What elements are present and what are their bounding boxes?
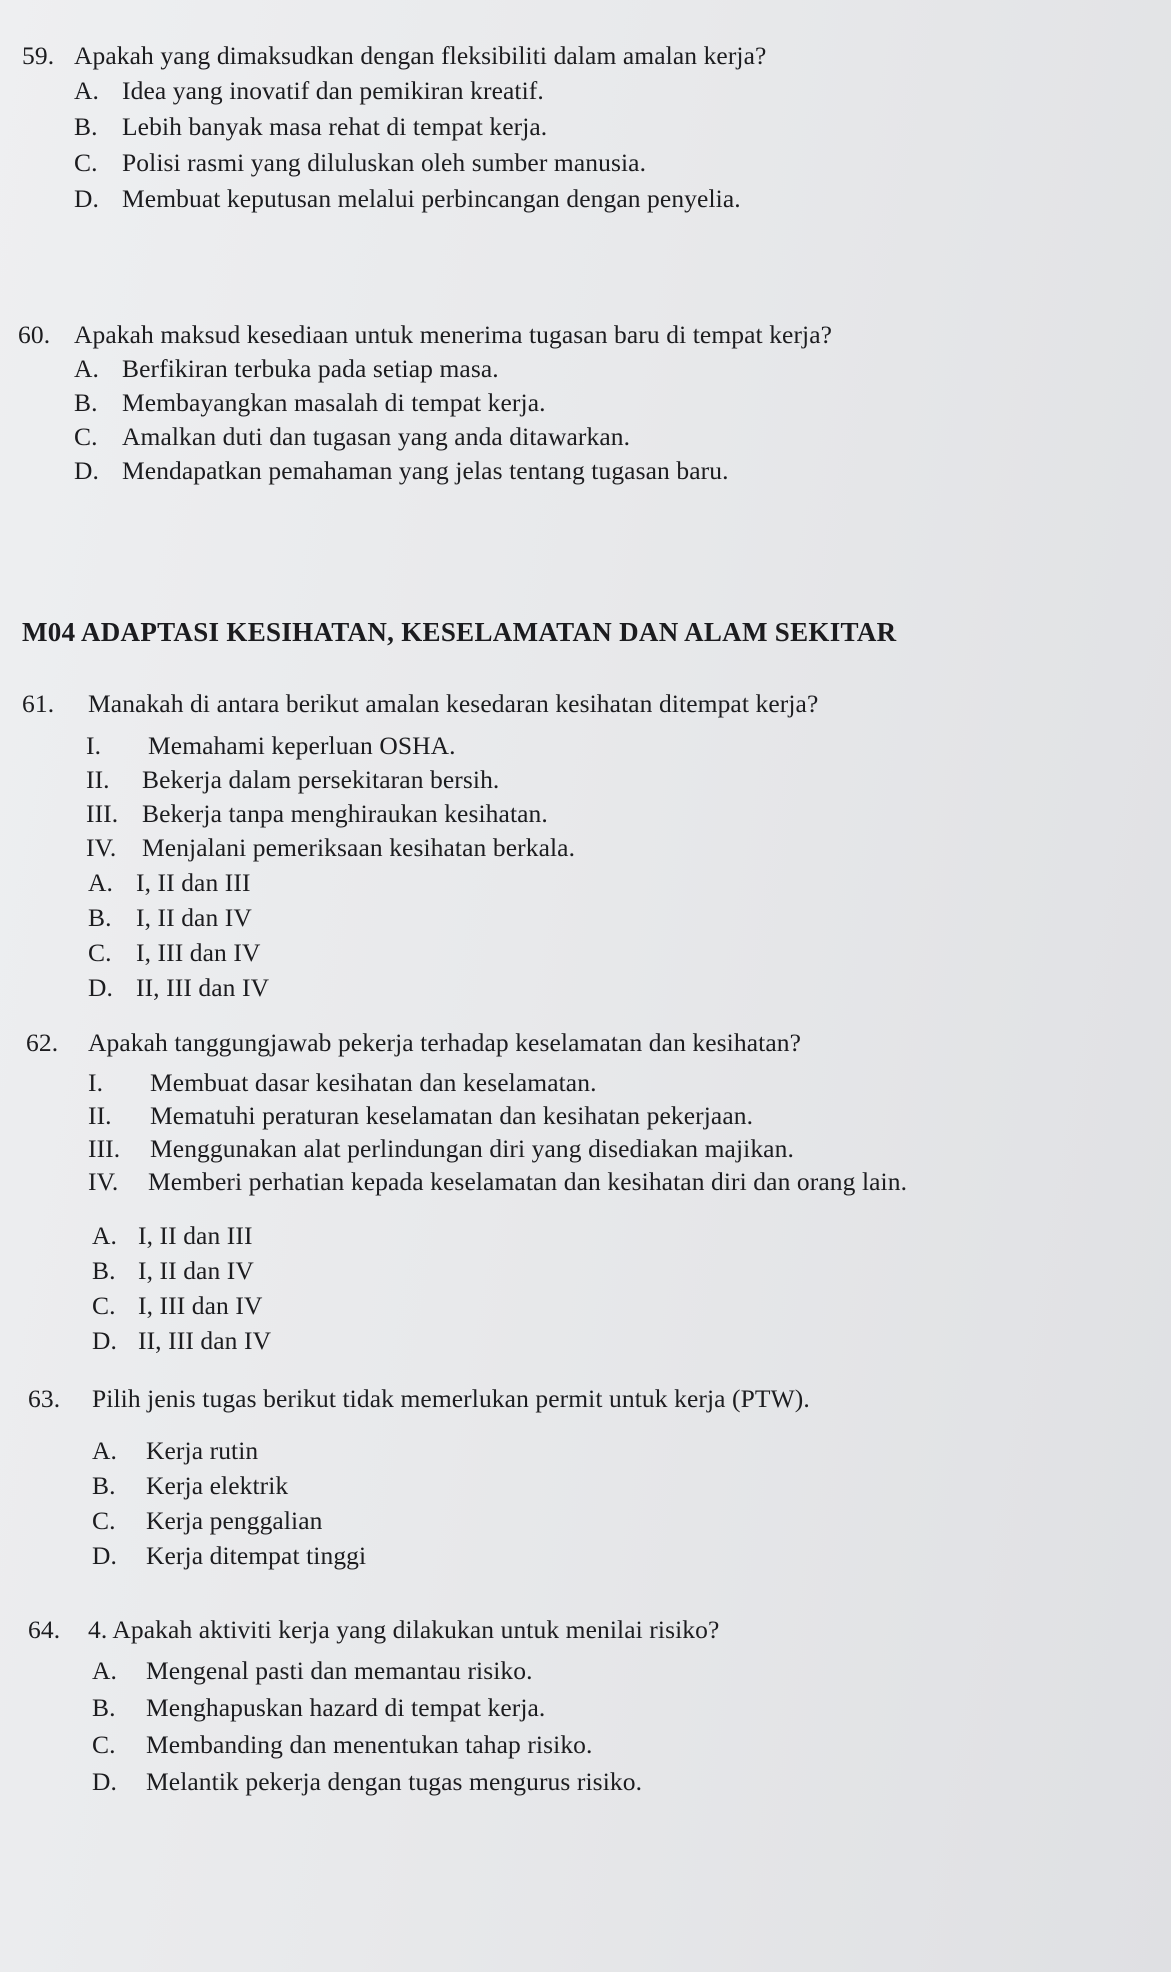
option-letter: C. [92,1506,116,1535]
statement-text: Mematuhi peraturan keselamatan dan kesihatan pekerjaan. [150,1101,754,1130]
statement-i [86,731,456,761]
statement-ii [86,765,499,795]
option-text: Kerja rutin [146,1436,259,1465]
option-d [74,184,741,214]
option-text: Menghapuskan hazard di tempat kerja. [146,1693,546,1722]
option-letter: C. [92,1730,116,1759]
question-60 [18,320,832,350]
option-b [92,1471,288,1501]
option-b [74,112,547,142]
option-d [92,1767,642,1797]
option-letter: D. [74,184,99,213]
question-text: 4. Apakah aktiviti kerja yang dilakukan untuk menilai risiko? [88,1615,720,1644]
question-number: 59. [22,41,55,70]
option-letter: D. [92,1541,117,1570]
option-d [88,973,269,1003]
question-59 [22,41,766,71]
statement-numeral: II. [88,1101,112,1130]
option-text: Membanding dan menentukan tahap risiko. [146,1730,593,1759]
statement-text: Menggunakan alat perlindungan diri yang disediakan majikan. [150,1134,794,1163]
statement-i [88,1068,597,1098]
option-a [92,1436,258,1466]
option-text: Membayangkan masalah di tempat kerja. [122,388,546,417]
statement-text: Memberi perhatian kepada keselamatan dan kesihatan diri dan orang lain. [148,1167,908,1196]
statement-text: Menjalani pemeriksaan kesihatan berkala. [142,833,576,862]
option-letter: D. [74,456,99,485]
option-letter: A. [92,1436,117,1465]
question-62 [26,1028,801,1058]
option-text: I, III dan IV [138,1291,263,1320]
option-text: Idea yang inovatif dan pemikiran kreatif. [122,76,544,105]
statement-iii [88,1134,794,1164]
option-text: Amalkan duti dan tugasan yang anda ditawarkan. [122,422,631,451]
option-d [74,456,729,486]
option-a [88,868,251,898]
option-a [74,354,499,384]
option-letter: B. [74,112,98,141]
question-number: 63. [28,1384,61,1413]
question-64 [28,1615,719,1645]
statement-numeral: II. [86,765,110,794]
option-text: Kerja penggalian [146,1506,323,1535]
statement-numeral: I. [86,731,102,760]
statement-iv [88,1167,907,1197]
statement-numeral: I. [88,1068,104,1097]
question-number: 60. [18,320,51,349]
option-a [92,1221,253,1251]
option-text: I, II dan III [138,1221,253,1250]
option-letter: A. [88,868,113,897]
statement-text: Membuat dasar kesihatan dan keselamatan. [150,1068,597,1097]
statement-numeral: III. [88,1134,121,1163]
option-letter: C. [74,148,98,177]
option-letter: B. [74,388,98,417]
option-text: I, III dan IV [136,938,261,967]
option-letter: B. [92,1471,116,1500]
option-letter: D. [92,1767,117,1796]
statement-text: Memahami keperluan OSHA. [148,731,456,760]
option-text: I, II dan IV [138,1256,254,1285]
option-letter: A. [92,1656,117,1685]
option-letter: B. [92,1693,116,1722]
option-letter: B. [88,903,112,932]
statement-iii [86,799,548,829]
option-b [92,1256,254,1286]
statement-numeral: IV. [86,833,117,862]
statement-text: Bekerja tanpa menghiraukan kesihatan. [142,799,548,828]
option-c [92,1291,263,1321]
option-text: II, III dan IV [136,973,270,1002]
option-text: Polisi rasmi yang diluluskan oleh sumber manusia. [122,148,647,177]
option-letter: A. [74,354,99,383]
option-letter: B. [92,1256,116,1285]
option-letter: A. [92,1221,117,1250]
option-text: Melantik pekerja dengan tugas mengurus risiko. [146,1767,643,1796]
option-c [92,1730,593,1760]
question-text: Apakah tanggungjawab pekerja terhadap keselamatan dan kesihatan? [88,1028,802,1057]
question-text: Pilih jenis tugas berikut tidak memerlukan permit untuk kerja (PTW). [92,1384,810,1413]
option-text: I, II dan III [136,868,251,897]
option-letter: D. [88,973,113,1002]
option-c [92,1506,322,1536]
question-text: Manakah di antara berikut amalan kesedaran kesihatan ditempat kerja? [88,689,819,718]
option-a [74,76,544,106]
option-text: Lebih banyak masa rehat di tempat kerja. [122,112,548,141]
question-61 [22,689,818,719]
option-a [92,1656,533,1686]
option-c [74,422,630,452]
section-heading: M04 ADAPTASI KESIHATAN, KESELAMATAN DAN ALAM SEKITAR [22,617,897,647]
option-d [92,1326,271,1356]
question-text: Apakah maksud kesediaan untuk menerima tugasan baru di tempat kerja? [74,320,833,349]
option-letter: D. [92,1326,117,1355]
statement-numeral: III. [86,799,119,828]
question-number: 64. [28,1615,61,1644]
option-text: Membuat keputusan melalui perbincangan dengan penyelia. [122,184,741,213]
option-text: Kerja elektrik [146,1471,289,1500]
option-c [74,148,646,178]
option-text: Berfikiran terbuka pada setiap masa. [122,354,499,383]
question-text: Apakah yang dimaksudkan dengan fleksibiliti dalam amalan kerja? [74,41,767,70]
statement-iv [86,833,575,863]
option-letter: C. [74,422,98,451]
option-b [88,903,252,933]
question-63 [28,1384,810,1414]
statement-text: Bekerja dalam persekitaran bersih. [142,765,500,794]
option-text: Mengenal pasti dan memantau risiko. [146,1656,533,1685]
statement-numeral: IV. [88,1167,119,1196]
question-number: 61. [22,689,55,718]
option-b [92,1693,545,1723]
question-number: 62. [26,1028,59,1057]
option-letter: C. [88,938,112,967]
option-c [88,938,261,968]
option-d [92,1541,366,1571]
option-text: Kerja ditempat tinggi [146,1541,367,1570]
option-text: Mendapatkan pemahaman yang jelas tentang tugasan baru. [122,456,729,485]
statement-ii [88,1101,753,1131]
option-text: II, III dan IV [138,1326,272,1355]
option-letter: C. [92,1291,116,1320]
option-b [74,388,546,418]
option-letter: A. [74,76,99,105]
option-text: I, II dan IV [136,903,252,932]
